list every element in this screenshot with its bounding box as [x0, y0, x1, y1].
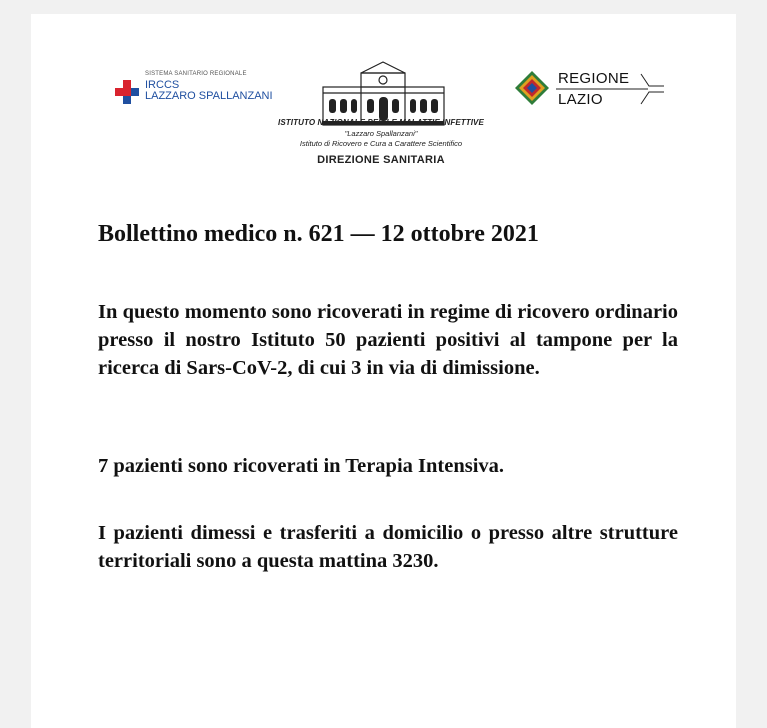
lazio-line: LAZIO: [558, 91, 603, 108]
institute-eponym: "Lazzaro Spallanzani": [344, 129, 418, 138]
paragraph-1: In questo momento sono ricoverati in regime di ricovero ordinario presso il nostro Istituto 50 pazienti positivi al tampone per la ricerca di Sars-CoV-2, di cui 3 in via di dimissione.: [98, 301, 678, 379]
institute-name: ISTITUTO NAZIONALE PER LE MALATTIE INFETTIVE: [278, 118, 484, 127]
bulletin-title: Bollettino medico n. 621 — 12 ottobre 2021: [98, 221, 539, 247]
document-page: [31, 14, 736, 728]
regione-line: REGIONE: [558, 70, 630, 87]
regione-lazio-emblem-icon: [514, 70, 550, 106]
irccs-line1: IRCCS: [145, 79, 180, 91]
institute-subtitle: Istituto di Ricovero e Cura a Carattere Scientifico: [299, 139, 463, 148]
building-facade-icon: [321, 59, 446, 127]
institute-header: [231, 118, 531, 166]
regione-lazio-logo: [514, 68, 664, 110]
regione-lazio-text: [558, 70, 629, 108]
system-label: SISTEMA SANITARIO REGIONALE: [145, 71, 247, 77]
paragraph-3: I pazienti dimessi e trasferiti a domicilio o presso altre strutture territoriali sono a questa mattina 3230.: [98, 522, 678, 572]
department-name: DIREZIONE SANITARIA: [317, 154, 445, 166]
red-blue-cross-icon: [113, 78, 141, 106]
irccs-line2: LAZZARO SPALLANZANI: [145, 90, 273, 102]
paragraph-2: 7 pazienti sono ricoverati in Terapia Intensiva.: [98, 455, 505, 477]
